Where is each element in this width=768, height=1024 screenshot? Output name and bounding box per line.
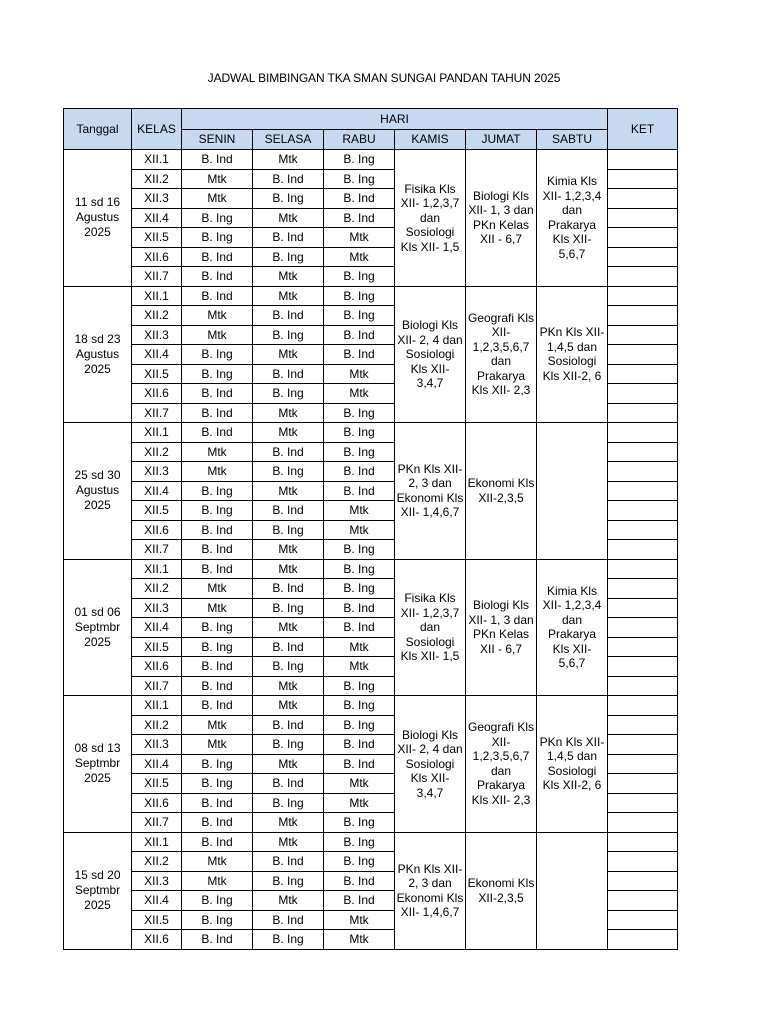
senin-cell: Mtk bbox=[182, 306, 253, 326]
selasa-cell: B. Ing bbox=[253, 871, 324, 891]
kelas-cell: XII.3 bbox=[132, 325, 182, 345]
selasa-cell: B. Ind bbox=[253, 715, 324, 735]
ket-cell bbox=[608, 462, 678, 482]
selasa-cell: B. Ind bbox=[253, 774, 324, 794]
kelas-cell: XII.2 bbox=[132, 306, 182, 326]
rabu-cell: B. Ing bbox=[324, 676, 395, 696]
rabu-cell: B. Ing bbox=[324, 852, 395, 872]
week-date-cell: 25 sd 30 Agustus 2025 bbox=[64, 423, 132, 560]
ket-cell bbox=[608, 891, 678, 911]
selasa-cell: Mtk bbox=[253, 267, 324, 287]
selasa-cell: B. Ind bbox=[253, 169, 324, 189]
selasa-cell: B. Ind bbox=[253, 228, 324, 248]
kelas-cell: XII.1 bbox=[132, 696, 182, 716]
senin-cell: Mtk bbox=[182, 735, 253, 755]
kelas-cell: XII.5 bbox=[132, 774, 182, 794]
header-day-kamis: KAMIS bbox=[395, 129, 466, 150]
ket-cell bbox=[608, 540, 678, 560]
table-row bbox=[64, 559, 678, 579]
header-day-selasa: SELASA bbox=[253, 129, 324, 150]
rabu-cell: Mtk bbox=[324, 247, 395, 267]
ket-cell bbox=[608, 676, 678, 696]
rabu-cell: B. Ing bbox=[324, 715, 395, 735]
senin-cell: B. Ind bbox=[182, 676, 253, 696]
senin-cell: Mtk bbox=[182, 442, 253, 462]
kelas-cell: XII.6 bbox=[132, 793, 182, 813]
kelas-cell: XII.6 bbox=[132, 520, 182, 540]
kelas-cell: XII.1 bbox=[132, 832, 182, 852]
selasa-cell: B. Ing bbox=[253, 520, 324, 540]
ket-cell bbox=[608, 832, 678, 852]
kelas-cell: XII.7 bbox=[132, 676, 182, 696]
selasa-cell: Mtk bbox=[253, 423, 324, 443]
ket-cell bbox=[608, 910, 678, 930]
selasa-cell: B. Ing bbox=[253, 657, 324, 677]
ket-cell bbox=[608, 286, 678, 306]
rabu-cell: B. Ind bbox=[324, 754, 395, 774]
selasa-cell: B. Ing bbox=[253, 735, 324, 755]
kamis-group-cell: Fisika Kls XII- 1,2,3,7 dan Sosiologi Kls XII- 1,5 bbox=[395, 559, 466, 696]
ket-cell bbox=[608, 501, 678, 521]
selasa-cell: Mtk bbox=[253, 559, 324, 579]
kelas-cell: XII.4 bbox=[132, 345, 182, 365]
rabu-cell: B. Ind bbox=[324, 735, 395, 755]
rabu-cell: Mtk bbox=[324, 364, 395, 384]
senin-cell: B. Ind bbox=[182, 657, 253, 677]
selasa-cell: B. Ing bbox=[253, 462, 324, 482]
ket-cell bbox=[608, 754, 678, 774]
rabu-cell: B. Ing bbox=[324, 696, 395, 716]
schedule-table bbox=[63, 108, 678, 950]
rabu-cell: Mtk bbox=[324, 637, 395, 657]
senin-cell: B. Ind bbox=[182, 793, 253, 813]
senin-cell: Mtk bbox=[182, 598, 253, 618]
selasa-cell: Mtk bbox=[253, 150, 324, 170]
selasa-cell: B. Ing bbox=[253, 384, 324, 404]
rabu-cell: B. Ing bbox=[324, 286, 395, 306]
senin-cell: B. Ing bbox=[182, 345, 253, 365]
selasa-cell: Mtk bbox=[253, 832, 324, 852]
kelas-cell: XII.3 bbox=[132, 735, 182, 755]
ket-cell bbox=[608, 774, 678, 794]
week-date-cell: 15 sd 20 Septmbr 2025 bbox=[64, 832, 132, 949]
rabu-cell: B. Ind bbox=[324, 462, 395, 482]
selasa-cell: Mtk bbox=[253, 676, 324, 696]
rabu-cell: Mtk bbox=[324, 930, 395, 950]
kelas-cell: XII.4 bbox=[132, 481, 182, 501]
header-kelas: KELAS bbox=[132, 109, 182, 150]
senin-cell: B. Ing bbox=[182, 208, 253, 228]
ket-cell bbox=[608, 150, 678, 170]
senin-cell: Mtk bbox=[182, 325, 253, 345]
rabu-cell: Mtk bbox=[324, 520, 395, 540]
kelas-cell: XII.5 bbox=[132, 910, 182, 930]
ket-cell bbox=[608, 306, 678, 326]
sabtu-group-cell: Kimia Kls XII- 1,2,3,4 dan Prakarya Kls XII- 5,6,7 bbox=[537, 150, 608, 287]
jumat-group-cell: Biologi Kls XII- 1, 3 dan PKn Kelas XII - 6,7 bbox=[466, 559, 537, 696]
kelas-cell: XII.4 bbox=[132, 891, 182, 911]
rabu-cell: B. Ing bbox=[324, 169, 395, 189]
kelas-cell: XII.2 bbox=[132, 715, 182, 735]
senin-cell: B. Ing bbox=[182, 754, 253, 774]
selasa-cell: B. Ing bbox=[253, 247, 324, 267]
rabu-cell: B. Ind bbox=[324, 189, 395, 209]
kelas-cell: XII.4 bbox=[132, 208, 182, 228]
senin-cell: Mtk bbox=[182, 189, 253, 209]
ket-cell bbox=[608, 852, 678, 872]
senin-cell: B. Ing bbox=[182, 891, 253, 911]
senin-cell: B. Ind bbox=[182, 696, 253, 716]
ket-cell bbox=[608, 208, 678, 228]
kelas-cell: XII.7 bbox=[132, 813, 182, 833]
senin-cell: B. Ind bbox=[182, 540, 253, 560]
kelas-cell: XII.7 bbox=[132, 267, 182, 287]
ket-cell bbox=[608, 364, 678, 384]
kelas-cell: XII.1 bbox=[132, 423, 182, 443]
ket-cell bbox=[608, 657, 678, 677]
header-day-rabu: RABU bbox=[324, 129, 395, 150]
senin-cell: B. Ind bbox=[182, 247, 253, 267]
ket-cell bbox=[608, 189, 678, 209]
rabu-cell: Mtk bbox=[324, 910, 395, 930]
jumat-group-cell: Ekonomi Kls XII-2,3,5 bbox=[466, 832, 537, 949]
selasa-cell: Mtk bbox=[253, 813, 324, 833]
rabu-cell: B. Ing bbox=[324, 540, 395, 560]
ket-cell bbox=[608, 715, 678, 735]
ket-cell bbox=[608, 169, 678, 189]
sabtu-group-cell: PKn Kls XII- 1,4,5 dan Sosiologi Kls XII-2, 6 bbox=[537, 696, 608, 833]
rabu-cell: B. Ind bbox=[324, 345, 395, 365]
senin-cell: B. Ing bbox=[182, 364, 253, 384]
ket-cell bbox=[608, 442, 678, 462]
kelas-cell: XII.2 bbox=[132, 852, 182, 872]
senin-cell: Mtk bbox=[182, 579, 253, 599]
rabu-cell: B. Ing bbox=[324, 267, 395, 287]
kamis-group-cell: PKn Kls XII- 2, 3 dan Ekonomi Kls XII- 1,4,6,7 bbox=[395, 423, 466, 560]
senin-cell: Mtk bbox=[182, 169, 253, 189]
kamis-group-cell: Biologi Kls XII- 2, 4 dan Sosiologi Kls XII- 3,4,7 bbox=[395, 286, 466, 423]
senin-cell: B. Ing bbox=[182, 618, 253, 638]
ket-cell bbox=[608, 481, 678, 501]
document-title: JADWAL BIMBINGAN TKA SMAN SUNGAI PANDAN TAHUN 2025 bbox=[207, 71, 561, 85]
selasa-cell: B. Ing bbox=[253, 325, 324, 345]
selasa-cell: B. Ind bbox=[253, 910, 324, 930]
senin-cell: B. Ind bbox=[182, 286, 253, 306]
ket-cell bbox=[608, 735, 678, 755]
schedule-body bbox=[64, 150, 678, 950]
rabu-cell: B. Ind bbox=[324, 325, 395, 345]
kelas-cell: XII.4 bbox=[132, 618, 182, 638]
senin-cell: B. Ing bbox=[182, 774, 253, 794]
ket-cell bbox=[608, 325, 678, 345]
selasa-cell: B. Ind bbox=[253, 306, 324, 326]
kelas-cell: XII.3 bbox=[132, 598, 182, 618]
jumat-group-cell: Ekonomi Kls XII-2,3,5 bbox=[466, 423, 537, 560]
kelas-cell: XII.6 bbox=[132, 930, 182, 950]
rabu-cell: B. Ing bbox=[324, 150, 395, 170]
senin-cell: Mtk bbox=[182, 871, 253, 891]
kelas-cell: XII.6 bbox=[132, 657, 182, 677]
rabu-cell: Mtk bbox=[324, 657, 395, 677]
table-row bbox=[64, 696, 678, 716]
ket-cell bbox=[608, 618, 678, 638]
kamis-group-cell: PKn Kls XII- 2, 3 dan Ekonomi Kls XII- 1,4,6,7 bbox=[395, 832, 466, 949]
ket-cell bbox=[608, 247, 678, 267]
kelas-cell: XII.6 bbox=[132, 247, 182, 267]
ket-cell bbox=[608, 403, 678, 423]
senin-cell: B. Ind bbox=[182, 423, 253, 443]
sabtu-group-cell bbox=[537, 832, 608, 949]
selasa-cell: B. Ind bbox=[253, 501, 324, 521]
senin-cell: B. Ind bbox=[182, 384, 253, 404]
sabtu-group-cell: Kimia Kls XII- 1,2,3,4 dan Prakarya Kls XII- 5,6,7 bbox=[537, 559, 608, 696]
rabu-cell: B. Ind bbox=[324, 598, 395, 618]
rabu-cell: Mtk bbox=[324, 384, 395, 404]
ket-cell bbox=[608, 559, 678, 579]
header-hari: HARI bbox=[182, 109, 608, 130]
selasa-cell: B. Ind bbox=[253, 637, 324, 657]
rabu-cell: Mtk bbox=[324, 501, 395, 521]
selasa-cell: Mtk bbox=[253, 208, 324, 228]
selasa-cell: Mtk bbox=[253, 403, 324, 423]
kelas-cell: XII.5 bbox=[132, 637, 182, 657]
header-row-top bbox=[64, 109, 678, 130]
rabu-cell: B. Ind bbox=[324, 618, 395, 638]
senin-cell: B. Ing bbox=[182, 910, 253, 930]
kelas-cell: XII.4 bbox=[132, 754, 182, 774]
ket-cell bbox=[608, 813, 678, 833]
kelas-cell: XII.7 bbox=[132, 540, 182, 560]
week-date-cell: 11 sd 16 Agustus 2025 bbox=[64, 150, 132, 287]
selasa-cell: B. Ing bbox=[253, 793, 324, 813]
selasa-cell: B. Ing bbox=[253, 598, 324, 618]
senin-cell: B. Ing bbox=[182, 228, 253, 248]
ket-cell bbox=[608, 345, 678, 365]
selasa-cell: Mtk bbox=[253, 286, 324, 306]
senin-cell: B. Ing bbox=[182, 637, 253, 657]
kamis-group-cell: Biologi Kls XII- 2, 4 dan Sosiologi Kls XII- 3,4,7 bbox=[395, 696, 466, 833]
kelas-cell: XII.2 bbox=[132, 169, 182, 189]
rabu-cell: B. Ing bbox=[324, 559, 395, 579]
rabu-cell: B. Ing bbox=[324, 403, 395, 423]
selasa-cell: B. Ing bbox=[253, 189, 324, 209]
kelas-cell: XII.3 bbox=[132, 871, 182, 891]
header-day-jumat: JUMAT bbox=[466, 129, 537, 150]
header-day-senin: SENIN bbox=[182, 129, 253, 150]
rabu-cell: B. Ing bbox=[324, 813, 395, 833]
selasa-cell: B. Ind bbox=[253, 364, 324, 384]
ket-cell bbox=[608, 423, 678, 443]
senin-cell: Mtk bbox=[182, 715, 253, 735]
senin-cell: Mtk bbox=[182, 462, 253, 482]
kelas-cell: XII.3 bbox=[132, 189, 182, 209]
senin-cell: B. Ind bbox=[182, 403, 253, 423]
table-row bbox=[64, 150, 678, 170]
ket-cell bbox=[608, 579, 678, 599]
rabu-cell: Mtk bbox=[324, 228, 395, 248]
rabu-cell: B. Ing bbox=[324, 832, 395, 852]
selasa-cell: B. Ind bbox=[253, 579, 324, 599]
week-date-cell: 01 sd 06 Septmbr 2025 bbox=[64, 559, 132, 696]
rabu-cell: Mtk bbox=[324, 793, 395, 813]
kamis-group-cell: Fisika Kls XII- 1,2,3,7 dan Sosiologi Kls XII- 1,5 bbox=[395, 150, 466, 287]
kelas-cell: XII.1 bbox=[132, 150, 182, 170]
rabu-cell: B. Ind bbox=[324, 208, 395, 228]
selasa-cell: Mtk bbox=[253, 754, 324, 774]
selasa-cell: Mtk bbox=[253, 540, 324, 560]
ket-cell bbox=[608, 598, 678, 618]
selasa-cell: Mtk bbox=[253, 891, 324, 911]
rabu-cell: B. Ing bbox=[324, 423, 395, 443]
kelas-cell: XII.5 bbox=[132, 364, 182, 384]
kelas-cell: XII.5 bbox=[132, 501, 182, 521]
selasa-cell: Mtk bbox=[253, 696, 324, 716]
ket-cell bbox=[608, 520, 678, 540]
senin-cell: B. Ind bbox=[182, 832, 253, 852]
rabu-cell: B. Ing bbox=[324, 579, 395, 599]
senin-cell: B. Ing bbox=[182, 501, 253, 521]
rabu-cell: B. Ing bbox=[324, 306, 395, 326]
table-row bbox=[64, 423, 678, 443]
sabtu-group-cell: PKn Kls XII- 1,4,5 dan Sosiologi Kls XII-2, 6 bbox=[537, 286, 608, 423]
ket-cell bbox=[608, 793, 678, 813]
jumat-group-cell: Geografi Kls XII- 1,2,3,5,6,7 dan Prakarya Kls XII- 2,3 bbox=[466, 286, 537, 423]
selasa-cell: Mtk bbox=[253, 618, 324, 638]
header-ket: KET bbox=[608, 109, 678, 150]
week-date-cell: 08 sd 13 Septmbr 2025 bbox=[64, 696, 132, 833]
senin-cell: B. Ind bbox=[182, 267, 253, 287]
ket-cell bbox=[608, 267, 678, 287]
senin-cell: B. Ind bbox=[182, 559, 253, 579]
ket-cell bbox=[608, 696, 678, 716]
ket-cell bbox=[608, 871, 678, 891]
selasa-cell: B. Ing bbox=[253, 930, 324, 950]
selasa-cell: B. Ind bbox=[253, 442, 324, 462]
senin-cell: B. Ind bbox=[182, 813, 253, 833]
senin-cell: B. Ind bbox=[182, 150, 253, 170]
senin-cell: B. Ind bbox=[182, 520, 253, 540]
header-tanggal: Tanggal bbox=[64, 109, 132, 150]
rabu-cell: Mtk bbox=[324, 774, 395, 794]
rabu-cell: B. Ind bbox=[324, 891, 395, 911]
senin-cell: B. Ind bbox=[182, 930, 253, 950]
week-date-cell: 18 sd 23 Agustus 2025 bbox=[64, 286, 132, 423]
ket-cell bbox=[608, 384, 678, 404]
kelas-cell: XII.1 bbox=[132, 286, 182, 306]
jumat-group-cell: Biologi Kls XII- 1, 3 dan PKn Kelas XII - 6,7 bbox=[466, 150, 537, 287]
selasa-cell: Mtk bbox=[253, 481, 324, 501]
table-row bbox=[64, 832, 678, 852]
rabu-cell: B. Ind bbox=[324, 871, 395, 891]
rabu-cell: B. Ind bbox=[324, 481, 395, 501]
kelas-cell: XII.5 bbox=[132, 228, 182, 248]
jumat-group-cell: Geografi Kls XII- 1,2,3,5,6,7 dan Prakarya Kls XII- 2,3 bbox=[466, 696, 537, 833]
ket-cell bbox=[608, 228, 678, 248]
senin-cell: B. Ing bbox=[182, 481, 253, 501]
ket-cell bbox=[608, 930, 678, 950]
kelas-cell: XII.7 bbox=[132, 403, 182, 423]
header-day-sabtu: SABTU bbox=[537, 129, 608, 150]
rabu-cell: B. Ing bbox=[324, 442, 395, 462]
selasa-cell: Mtk bbox=[253, 345, 324, 365]
selasa-cell: B. Ind bbox=[253, 852, 324, 872]
kelas-cell: XII.1 bbox=[132, 559, 182, 579]
table-row bbox=[64, 286, 678, 306]
kelas-cell: XII.3 bbox=[132, 462, 182, 482]
kelas-cell: XII.6 bbox=[132, 384, 182, 404]
senin-cell: Mtk bbox=[182, 852, 253, 872]
kelas-cell: XII.2 bbox=[132, 442, 182, 462]
ket-cell bbox=[608, 637, 678, 657]
sabtu-group-cell bbox=[537, 423, 608, 560]
kelas-cell: XII.2 bbox=[132, 579, 182, 599]
